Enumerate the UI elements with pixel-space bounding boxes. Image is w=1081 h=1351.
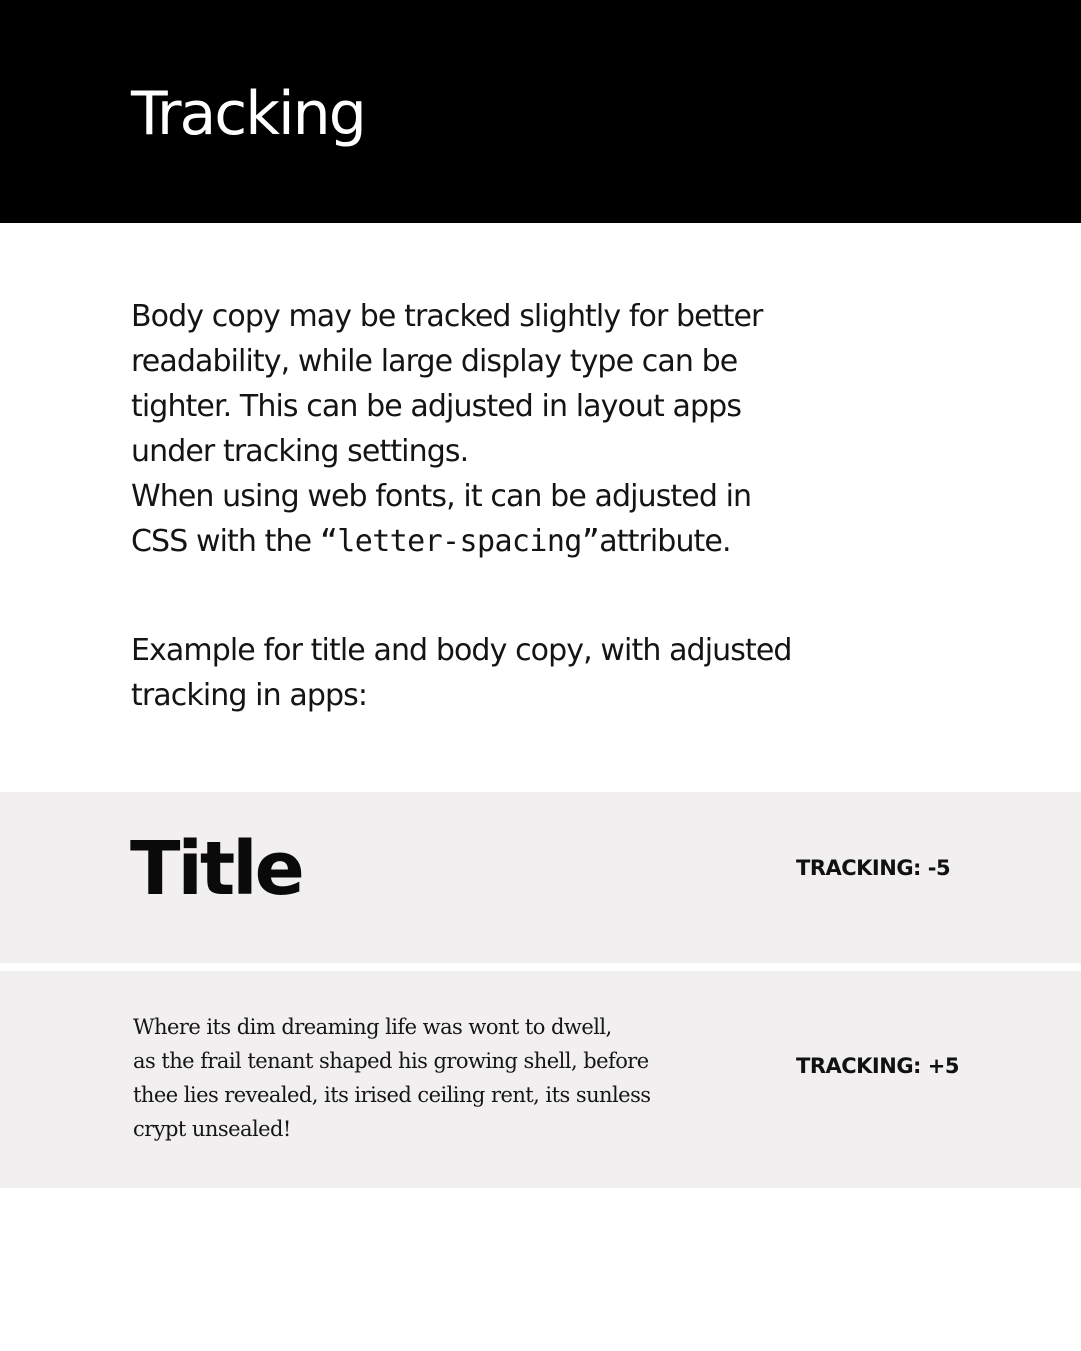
title-sample-text: Title [130, 826, 302, 912]
intro-line-suffix: attribute. [599, 524, 731, 559]
title-tracking-label: TRACKING: -5 [796, 856, 951, 880]
intro-line: When using web fonts, it can be adjusted in [131, 479, 752, 514]
intro-line: under tracking settings. [131, 434, 469, 469]
body-sample-line: Where its dim dreaming life was wont to dwell, [133, 1015, 612, 1039]
intro-line-css [131, 519, 871, 564]
intro-line: readability, while large display type can be [131, 344, 738, 379]
example-line: tracking in apps: [131, 678, 368, 713]
body-sample-text [133, 1010, 773, 1146]
header-banner [0, 0, 1081, 223]
body-sample-line: crypt unsealed! [133, 1117, 291, 1141]
intro-line: Body copy may be tracked slightly for better [131, 299, 763, 334]
example-paragraph [131, 628, 891, 718]
page-title: Tracking [131, 79, 365, 149]
body-tracking-label: TRACKING: +5 [796, 1054, 959, 1078]
letter-spacing-code: “letter-spacing” [319, 524, 600, 559]
example-line: Example for title and body copy, with adjusted [131, 633, 792, 668]
intro-line-prefix: CSS with the [131, 524, 320, 559]
intro-line: tighter. This can be adjusted in layout apps [131, 389, 742, 424]
body-sample-line: thee lies revealed, its irised ceiling rent, its sunless [133, 1083, 651, 1107]
intro-paragraph [131, 294, 871, 564]
body-sample-line: as the frail tenant shaped his growing shell, before [133, 1049, 649, 1073]
